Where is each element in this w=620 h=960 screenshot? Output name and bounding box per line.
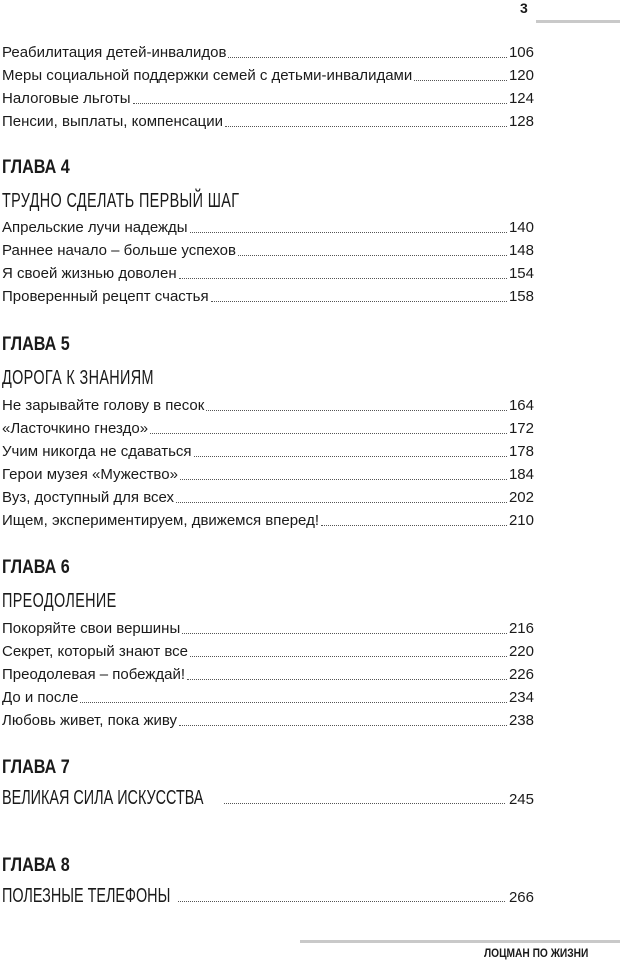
dot-leader (190, 656, 507, 657)
toc-entry-title: Не зарывайте голову в песок (2, 397, 205, 414)
top-rule (536, 20, 620, 23)
page-number: 3 (520, 0, 528, 16)
section-entry[interactable] (2, 882, 534, 908)
toc-entry[interactable] (2, 109, 534, 131)
footer-title: ЛОЦМАН ПО ЖИЗНИ (484, 946, 589, 960)
dot-leader (206, 410, 507, 411)
toc-entry-title: Покоряйте свои вершины (2, 620, 181, 637)
dot-leader (178, 901, 505, 902)
toc-entry-title: Учим никогда не сдаваться (2, 443, 192, 460)
toc-entry-title: Пенсии, выплаты, компенсации (2, 113, 223, 130)
toc-entry[interactable] (2, 261, 534, 283)
dot-leader (211, 301, 507, 302)
toc-entry[interactable] (2, 708, 534, 730)
toc-entry-title: Вуз, доступный для всех (2, 489, 175, 506)
toc-entry-title: Я своей жизнью доволен (2, 265, 177, 282)
dot-leader (224, 803, 505, 804)
dot-leader (180, 479, 507, 480)
toc-entry[interactable] (2, 40, 534, 62)
dot-leader (187, 679, 507, 680)
dot-leader (414, 80, 507, 81)
toc-entry-title: Герои музея «Мужество» (2, 466, 178, 483)
toc-entry[interactable] (2, 86, 534, 108)
section-title[interactable]: ТРУДНО СДЕЛАТЬ ПЕРВЫЙ ШАГ (2, 190, 240, 212)
toc-entry-page: 106 (508, 44, 534, 61)
toc-entry[interactable] (2, 238, 534, 260)
toc-entry[interactable] (2, 639, 534, 661)
toc-entry-title: Любовь живет, пока живу (2, 712, 177, 729)
section-title[interactable]: ПРЕОДОЛЕНИЕ (2, 590, 117, 612)
toc-entry[interactable] (2, 393, 534, 415)
chapter-heading: ГЛАВА 6 (2, 557, 70, 578)
toc-entry[interactable] (2, 662, 534, 684)
dot-leader (176, 502, 507, 503)
toc-entry-title: Раннее начало – больше успехов (2, 242, 236, 259)
toc-entry-page: 220 (508, 643, 534, 660)
toc-entry[interactable] (2, 616, 534, 638)
toc-entry-page: 245 (508, 791, 534, 808)
toc-entry[interactable] (2, 508, 534, 530)
dot-leader (179, 725, 507, 726)
toc-entry[interactable] (2, 215, 534, 237)
dot-leader (150, 433, 507, 434)
toc-entry-title: Секрет, который знают все (2, 643, 189, 660)
section-title: ВЕЛИКАЯ СИЛА ИСКУССТВА (2, 787, 204, 809)
toc-entry-page: 226 (508, 666, 534, 683)
toc-entry[interactable] (2, 485, 534, 507)
toc-entry-title: Проверенный рецепт счастья (2, 288, 209, 305)
dot-leader (238, 255, 507, 256)
toc-entry[interactable] (2, 439, 534, 461)
toc-entry-title: Реабилитация детей-инвалидов (2, 44, 227, 61)
bottom-rule (300, 940, 620, 943)
toc-entry-page: 158 (508, 288, 534, 305)
toc-entry[interactable] (2, 284, 534, 306)
chapter-heading: ГЛАВА 7 (2, 757, 70, 778)
toc-entry-page: 266 (508, 889, 534, 906)
toc-entry-title: «Ласточкино гнездо» (2, 420, 149, 437)
toc-entry[interactable] (2, 462, 534, 484)
toc-entry-page: 210 (508, 512, 534, 529)
toc-entry-page: 178 (508, 443, 534, 460)
dot-leader (228, 57, 507, 58)
dot-leader (133, 103, 507, 104)
toc-entry[interactable] (2, 63, 534, 85)
toc-entry-page: 140 (508, 219, 534, 236)
dot-leader (321, 525, 507, 526)
chapter-heading: ГЛАВА 4 (2, 157, 70, 178)
dot-leader (194, 456, 507, 457)
section-title: ПОЛЕЗНЫЕ ТЕЛЕФОНЫ (2, 885, 171, 907)
toc-entry[interactable] (2, 685, 534, 707)
toc-entry-page: 172 (508, 420, 534, 437)
toc-entry[interactable] (2, 416, 534, 438)
toc-entry-title: До и после (2, 689, 79, 706)
toc-entry-title: Апрельские лучи надежды (2, 219, 188, 236)
toc-entry-page: 154 (508, 265, 534, 282)
toc-entry-page: 202 (508, 489, 534, 506)
dot-leader (179, 278, 507, 279)
toc-entry-title: Меры социальной поддержки семей с детьми-инвалидами (2, 67, 413, 84)
chapter-heading: ГЛАВА 5 (2, 334, 70, 355)
toc-entry-page: 184 (508, 466, 534, 483)
toc-entry-title: Налоговые льготы (2, 90, 131, 107)
toc-entry-title: Ищем, экспериментируем, движемся вперед! (2, 512, 319, 529)
section-entry[interactable] (2, 784, 534, 810)
toc-entry-page: 164 (508, 397, 534, 414)
chapter-heading: ГЛАВА 8 (2, 855, 70, 876)
toc-entry-page: 234 (508, 689, 534, 706)
toc-entry-title: Преодолевая – побеждай! (2, 666, 186, 683)
toc-entry-page: 216 (508, 620, 534, 637)
section-title[interactable]: ДОРОГА К ЗНАНИЯМ (2, 367, 154, 389)
toc-entry-page: 128 (508, 113, 534, 130)
dot-leader (80, 702, 507, 703)
toc-entry-page: 124 (508, 90, 534, 107)
dot-leader (225, 126, 507, 127)
dot-leader (182, 633, 507, 634)
toc-entry-page: 148 (508, 242, 534, 259)
toc-entry-page: 238 (508, 712, 534, 729)
toc-entry-page: 120 (508, 67, 534, 84)
dot-leader (190, 232, 507, 233)
